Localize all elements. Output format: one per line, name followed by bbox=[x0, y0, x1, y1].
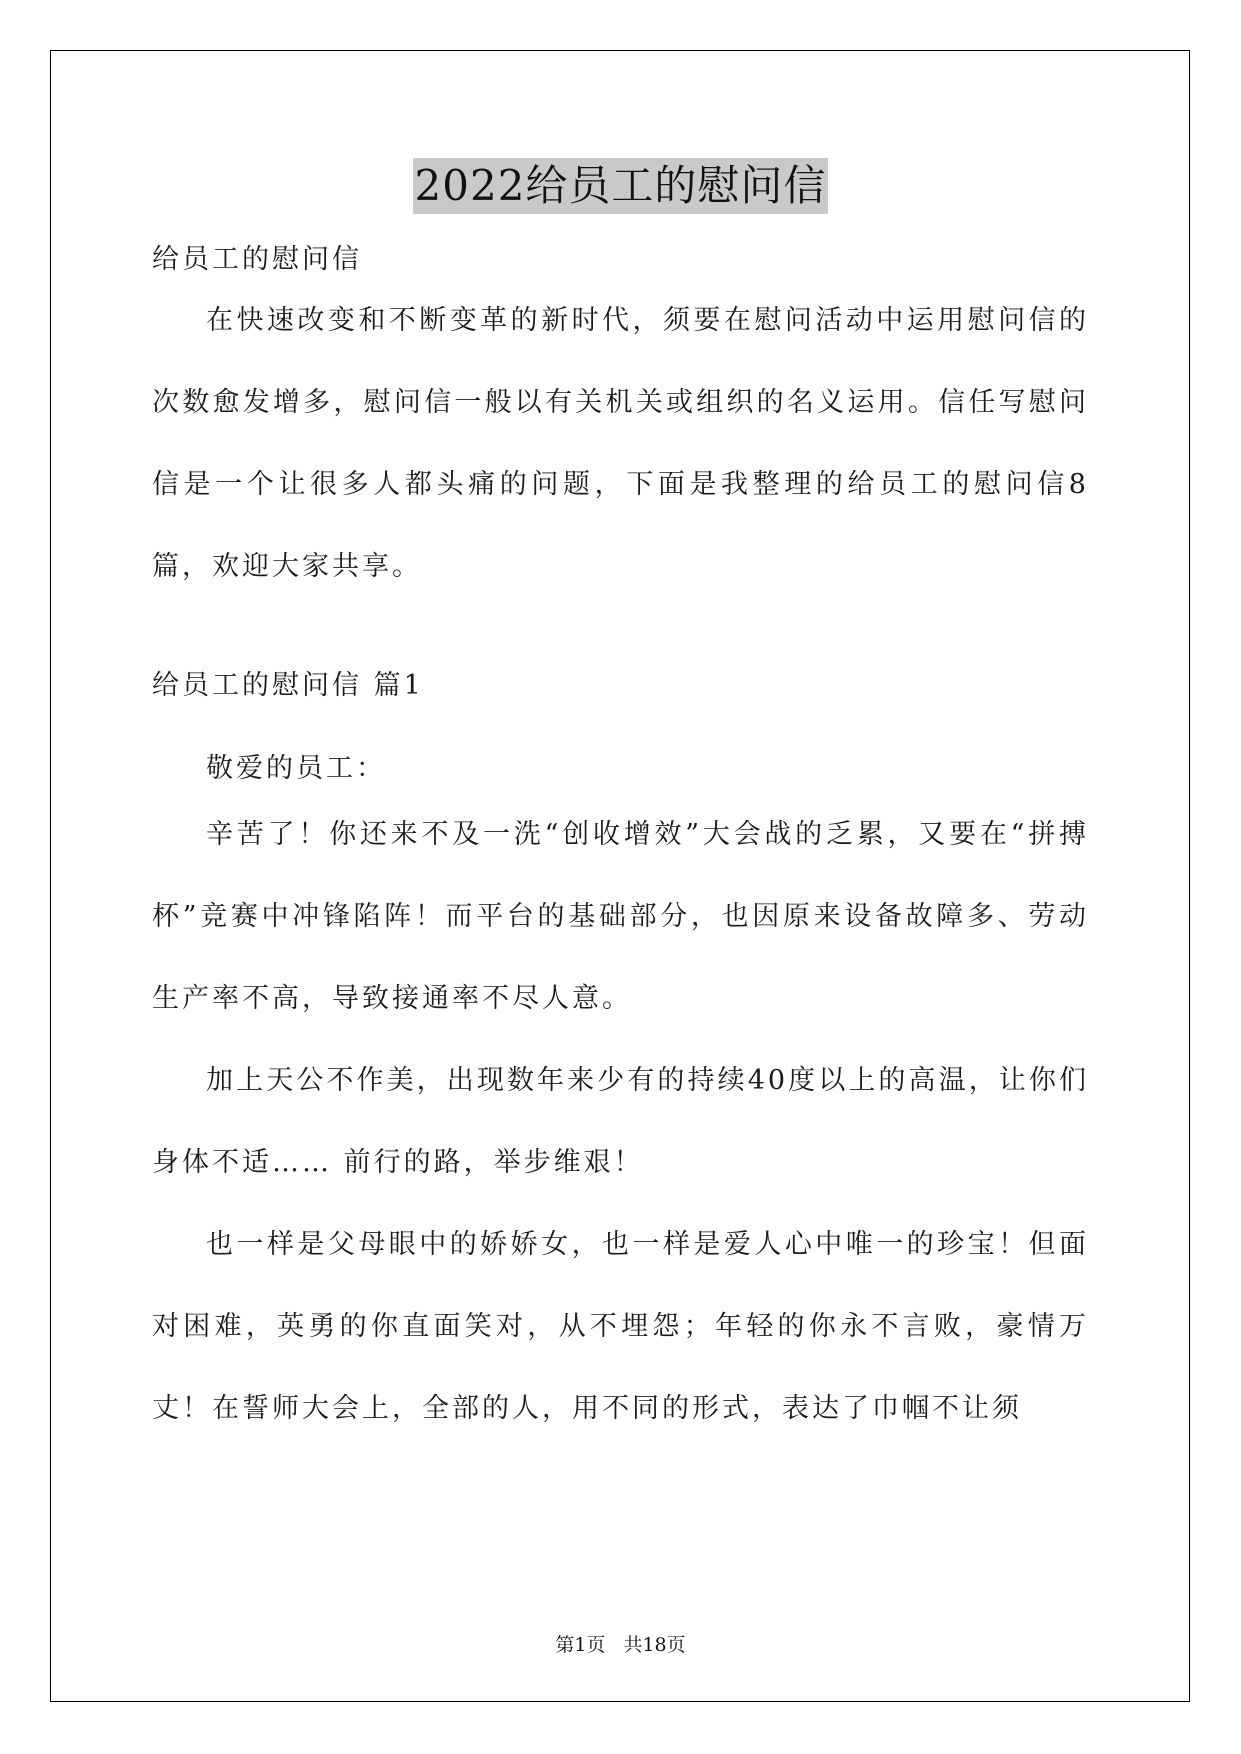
body-paragraph: 加上天公不作美，出现数年来少有的持续40度以上的高温，让你们身体不适…… 前行的路，举步维艰！ bbox=[152, 1065, 1089, 1178]
page-total: 共18页 bbox=[623, 1634, 686, 1656]
document-title: 2022给员工的慰问信 bbox=[413, 158, 829, 214]
title-container bbox=[0, 158, 1241, 214]
section-heading: 给员工的慰问信 篇1 bbox=[152, 670, 424, 701]
page-footer bbox=[0, 1630, 1241, 1657]
salutation: 敬爱的员工： bbox=[206, 753, 386, 784]
document-subtitle: 给员工的慰问信 bbox=[152, 244, 362, 275]
body-paragraph: 也一样是父母眼中的娇娇女，也一样是爱人心中唯一的珍宝！但面对困难，英勇的你直面笑对，从不埋怨；年轻的你永不言败，豪情万丈！在誓师大会上，全部的人，用不同的形式，表达了巾帼不让须 bbox=[152, 1229, 1089, 1424]
body-paragraph: 辛苦了！你还来不及一洗“创收增效”大会战的乏累，又要在“拼搏杯”竞赛中冲锋陷阵！而平台的基础部分，也因原来设备故障多、劳动生产率不高，导致接通率不尽人意。 bbox=[152, 819, 1089, 1014]
intro-paragraph: 在快速改变和不断变革的新时代，须要在慰问活动中运用慰问信的次数愈发增多，慰问信一般以有关机关或组织的名义运用。信任写慰问信是一个让很多人都头痛的问题，下面是我整理的给员工的慰问信8篇，欢迎大家共享。 bbox=[152, 305, 1089, 582]
page-number: 第1页 bbox=[555, 1634, 606, 1656]
document-body bbox=[152, 240, 1089, 1450]
